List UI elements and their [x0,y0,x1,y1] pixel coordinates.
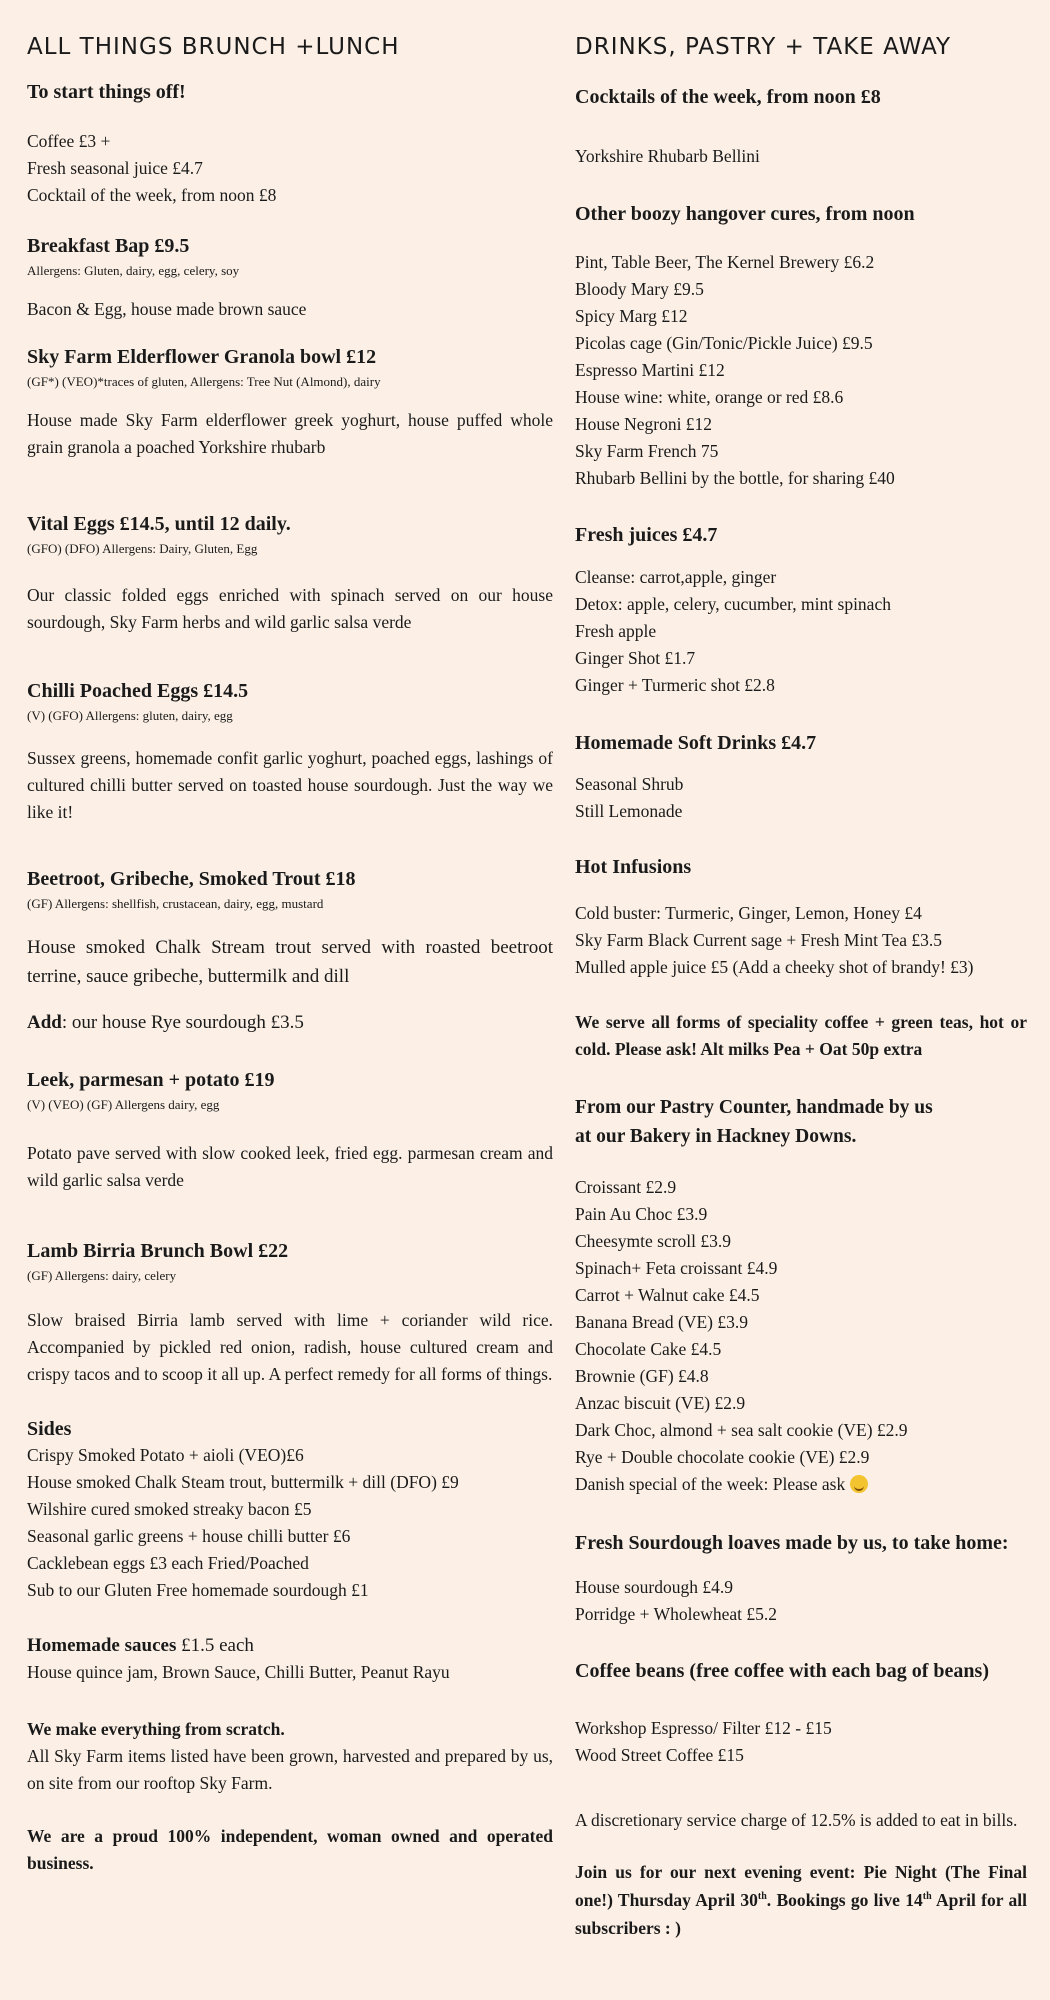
soft-drink-item: Seasonal Shrub [575,774,684,794]
coffee-beans-section [575,1658,1027,1769]
sauces-title: Homemade sauces [27,1635,177,1656]
drink-item: House wine: white, orange or red £8.6 [575,387,844,407]
add-on-line [27,1009,553,1036]
pastry-item: Pain Au Choc £3.9 [575,1204,708,1224]
dish-title: Lamb Birria Brunch Bowl £22 [27,1240,289,1262]
pastry-item: Croissant £2.9 [575,1177,677,1197]
smiley-face-icon [850,1475,868,1493]
pastry-item: Brownie (GF) £4.8 [575,1366,709,1386]
side-item: Crispy Smoked Potato + aioli (VEO)£6 [27,1445,304,1465]
smoked-trout-section [27,866,553,1036]
event-note [575,1858,1027,1942]
pastry-item: Spinach+ Feta croissant £4.9 [575,1258,778,1278]
event-sup-2: th [922,1891,932,1903]
side-item: Seasonal garlic greens + house chilli butter £6 [27,1526,351,1546]
loaf-item: Porridge + Wholewheat £5.2 [575,1604,778,1624]
dish-title: Sky Farm Elderflower Granola bowl £12 [27,346,377,368]
side-item: House smoked Chalk Steam trout, buttermilk + dill (DFO) £9 [27,1472,459,1492]
dish-description: Sussex greens, homemade confit garlic yoghurt, poached eggs, lashings of cultured chilli butter served on toasted house sourdough. Just the way we like it! [27,748,553,822]
dish-description: House made Sky Farm elderflower greek yoghurt, house puffed whole grain granola a poached Yorkshire rhubarb [27,410,553,457]
coffee-beans-title: Coffee beans (free coffee with each bag of beans) [575,1660,989,1682]
soft-drink-item: Still Lemonade [575,801,683,821]
soft-drinks-section [575,730,1027,825]
dish-description: Bacon & Egg, house made brown sauce [27,299,307,319]
juices-title: Fresh juices £4.7 [575,524,718,546]
independent-note: We are a proud 100% independent, woman owned and operated business. [27,1826,553,1873]
dish-title: Leek, parmesan + potato £19 [27,1069,275,1091]
pastry-item: Carrot + Walnut cake £4.5 [575,1285,760,1305]
dish-description: Potato pave served with slow cooked leek, fried egg. parmesan cream and wild garlic salsa verde [27,1143,553,1190]
chilli-eggs-section [27,678,553,826]
side-item: Wilshire cured smoked streaky bacon £5 [27,1499,312,1519]
scratch-title: We make everything from scratch. [27,1719,285,1739]
dish-title: Chilli Poached Eggs £14.5 [27,680,249,702]
sourdough-title: Fresh Sourdough loaves made by us, to take home: [575,1532,1009,1554]
allergen-note: (V) (GFO) Allergens: gluten, dairy, egg [27,708,233,723]
drinks-heading: DRINKS, PASTRY + TAKE AWAY [575,34,952,60]
starters-section [27,79,553,209]
juice-item: Ginger + Turmeric shot £2.8 [575,675,775,695]
drink-item: Sky Farm French 75 [575,441,719,461]
brunch-heading: ALL THINGS BRUNCH +LUNCH [27,34,400,60]
dish-title: Breakfast Bap £9.5 [27,235,190,257]
event-text-b: . Bookings go live 14 [766,1890,923,1910]
add-label: Add [27,1012,62,1033]
juice-item: Detox: apple, celery, cucumber, mint spinach [575,594,891,614]
dish-title: Beetroot, Gribeche, Smoked Trout £18 [27,868,356,890]
event-text-c: April for all subscribers : ) [575,1890,1028,1938]
cocktail-item: Yorkshire Rhubarb Bellini [575,146,760,166]
sauces-heading [27,1632,553,1659]
allergen-note: (GF) Allergens: shellfish, crustacean, dairy, egg, mustard [27,896,324,911]
juice-item: Cleanse: carrot,apple, ginger [575,567,777,587]
loaf-item: House sourdough £4.9 [575,1577,733,1597]
menu-item: Coffee £3 + [27,131,111,151]
allergen-note: (GF) Allergens: dairy, celery [27,1268,177,1283]
danish-text: Danish special of the week: Please ask [575,1474,850,1494]
pastry-item-danish [575,1471,1027,1498]
sides-section [27,1416,553,1604]
pastry-item: Banana Bread (VE) £3.9 [575,1312,748,1332]
event-sup-1: th [757,1891,767,1903]
drink-item: Picolas cage (Gin/Tonic/Pickle Juice) £9.5 [575,333,873,353]
boozy-section [575,201,1027,492]
pastry-item: Rye + Double chocolate cookie (VE) £2.9 [575,1447,870,1467]
juice-item: Fresh apple [575,621,657,641]
soft-drinks-title: Homemade Soft Drinks £4.7 [575,732,817,754]
pastry-section [575,1093,1027,1498]
dish-title: Vital Eggs £14.5, until 12 daily. [27,513,291,535]
beans-item: Wood Street Coffee £15 [575,1745,744,1765]
allergen-note: (GFO) (DFO) Allergens: Dairy, Gluten, Egg [27,541,258,556]
infusion-item: Mulled apple juice £5 (Add a cheeky shot of brandy! £3) [575,957,974,977]
add-on-text: : our house Rye sourdough £3.5 [61,1012,304,1033]
pastry-title-line-1: From our Pastry Counter, handmade by us [575,1097,933,1118]
coffee-note: We serve all forms of speciality coffee + green teas, hot or cold. Please ask! Alt milks Pea + Oat 50p extra [575,1012,1027,1059]
infusion-item: Sky Farm Black Current sage + Fresh Mint Tea £3.5 [575,930,943,950]
infusion-item: Cold buster: Turmeric, Ginger, Lemon, Honey £4 [575,903,922,923]
side-item: Cacklebean eggs £3 each Fried/Poached [27,1553,309,1573]
allergen-note: (GF*) (VEO)*traces of gluten, Allergens: Tree Nut (Almond), dairy [27,374,381,389]
pastry-item: Cheesymte scroll £3.9 [575,1231,732,1251]
drink-item: Espresso Martini £12 [575,360,725,380]
drink-item: Rhubarb Bellini by the bottle, for sharing £40 [575,468,895,488]
brunch-lunch-column [27,0,553,1877]
cocktails-title: Cocktails of the week, from noon £8 [575,86,881,108]
drink-item: House Negroni £12 [575,414,713,434]
boozy-title: Other boozy hangover cures, from noon [575,203,915,225]
sauces-section [27,1632,553,1686]
drink-item: Pint, Table Beer, The Kernel Brewery £6.2 [575,252,875,272]
infusions-title: Hot Infusions [575,856,692,878]
starters-title: To start things off! [27,81,186,103]
breakfast-bap-section [27,233,553,323]
side-item: Sub to our Gluten Free homemade sourdough £1 [27,1580,369,1600]
event-text-a: Join us for our next evening event: Pie Night (The Final one!) Thursday April 30 [575,1862,1027,1910]
beans-item: Workshop Espresso/ Filter £12 - £15 [575,1718,832,1738]
scratch-description: All Sky Farm items listed have been grown, harvested and prepared by us, on site from our rooftop Sky Farm. [27,1746,553,1793]
drink-item: Spicy Marg £12 [575,306,688,326]
granola-section [27,344,553,461]
sides-title: Sides [27,1418,72,1440]
drinks-pastry-column [575,0,1027,1942]
sauces-list: House quince jam, Brown Sauce, Chilli Butter, Peanut Rayu [27,1662,450,1682]
pastry-title-line-2: at our Bakery in Hackney Downs. [575,1126,857,1147]
allergen-note: Allergens: Gluten, dairy, egg, celery, soy [27,263,240,278]
menu-item: Cocktail of the week, from noon £8 [27,185,277,205]
drink-item: Bloody Mary £9.5 [575,279,704,299]
dish-description: Our classic folded eggs enriched with spinach served on our house sourdough, Sky Farm herbs and wild garlic salsa verde [27,585,553,632]
pastry-item: Anzac biscuit (VE) £2.9 [575,1393,746,1413]
allergen-note: (V) (VEO) (GF) Allergens dairy, egg [27,1097,220,1112]
vital-eggs-section [27,511,553,636]
scratch-section [27,1716,553,1797]
infusions-section [575,854,1027,981]
menu-item: Fresh seasonal juice £4.7 [27,158,203,178]
lamb-birria-section [27,1238,553,1388]
sauces-price: £1.5 each [176,1635,254,1656]
leek-section [27,1067,553,1194]
juices-section [575,522,1027,699]
dish-description: House smoked Chalk Stream trout served with roasted beetroot terrine, sauce gribeche, buttermilk and dill [27,937,553,987]
cocktails-section [575,84,1027,170]
pastry-item: Dark Choc, almond + sea salt cookie (VE) £2.9 [575,1420,908,1440]
service-charge-note: A discretionary service charge of 12.5% is added to eat in bills. [575,1810,1018,1830]
dish-description: Slow braised Birria lamb served with lime + coriander wild rice. Accompanied by pickled red onion, radish, house cultured cream and crispy tacos and to scoop it all up. A perfect remedy for all forms of things. [27,1310,553,1384]
juice-item: Ginger Shot £1.7 [575,648,696,668]
sourdough-section [575,1528,1027,1628]
pastry-item: Chocolate Cake £4.5 [575,1339,722,1359]
